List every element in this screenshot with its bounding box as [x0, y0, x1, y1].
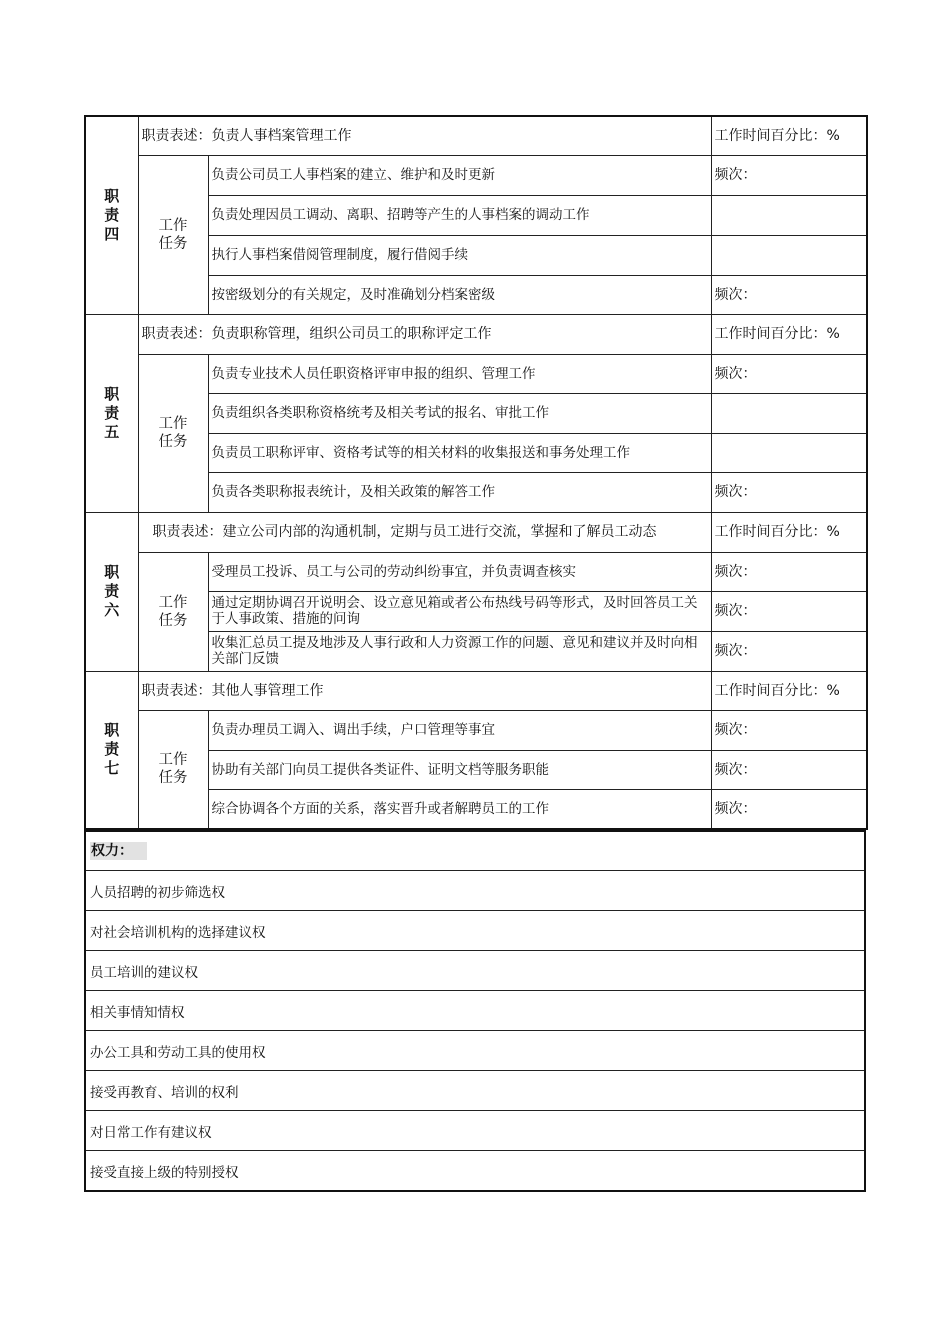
task-text: 收集汇总员工提及地涉及人事行政和人力资源工作的问题、意见和建议并及时向相关部门反馈	[208, 631, 711, 671]
task-frequency: 频次：	[711, 472, 867, 512]
duty-row	[85, 314, 867, 354]
task-frequency: 频次：	[711, 591, 867, 631]
power-item: 相关事情知情权	[85, 991, 865, 1031]
power-row	[85, 911, 865, 951]
task-text: 负责组织各类职称资格统考及相关考试的报名、审批工作	[208, 393, 711, 433]
power-item: 人员招聘的初步筛选权	[85, 871, 865, 911]
power-item: 接受直接上级的特别授权	[85, 1151, 865, 1192]
task-text: 负责员工职称评审、资格考试等的相关材料的收集报送和事务处理工作	[208, 433, 711, 472]
task-text: 通过定期协调召开说明会、设立意见箱或者公布热线号码等形式，及时回答员工关于人事政策、措施的问询	[208, 591, 711, 631]
duty-section-label: 职 责 五	[85, 314, 138, 512]
power-item: 对日常工作有建议权	[85, 1111, 865, 1151]
time-percentage: 工作时间百分比：%	[711, 314, 867, 354]
power-row	[85, 951, 865, 991]
power-item: 员工培训的建议权	[85, 951, 865, 991]
power-item: 对社会培训机构的选择建议权	[85, 911, 865, 951]
task-frequency	[711, 393, 867, 433]
task-text: 负责处理因员工调动、离职、招聘等产生的人事档案的调动工作	[208, 195, 711, 235]
task-frequency: 频次：	[711, 750, 867, 789]
duty-description: 职责表述：负责人事档案管理工作	[138, 116, 711, 155]
powers-table	[84, 830, 866, 1192]
power-item: 接受再教育、培训的权利	[85, 1071, 865, 1111]
duty-row	[85, 512, 867, 552]
task-text: 负责办理员工调入、调出手续，户口管理等事宜	[208, 710, 711, 750]
time-percentage: 工作时间百分比：%	[711, 671, 867, 710]
work-task-label: 工作 任务	[138, 354, 208, 512]
task-text: 负责专业技术人员任职资格评审申报的组织、管理工作	[208, 354, 711, 393]
task-frequency	[711, 235, 867, 275]
task-frequency: 频次：	[711, 354, 867, 393]
time-percentage: 工作时间百分比：%	[711, 116, 867, 155]
job-description-sheet	[84, 115, 866, 1192]
duty-section-label: 职 责 七	[85, 671, 138, 829]
power-item: 办公工具和劳动工具的使用权	[85, 1031, 865, 1071]
task-frequency	[711, 433, 867, 472]
duty-description: 职责表述：负责职称管理，组织公司员工的职称评定工作	[138, 314, 711, 354]
task-row	[85, 552, 867, 591]
work-task-label: 工作 任务	[138, 710, 208, 829]
task-row	[85, 155, 867, 195]
task-row	[85, 354, 867, 393]
power-row	[85, 1111, 865, 1151]
task-text: 协助有关部门向员工提供各类证件、证明文档等服务职能	[208, 750, 711, 789]
power-row	[85, 1151, 865, 1192]
task-frequency	[711, 195, 867, 235]
task-frequency: 频次：	[711, 552, 867, 591]
task-text: 负责公司员工人事档案的建立、维护和及时更新	[208, 155, 711, 195]
task-frequency: 频次：	[711, 275, 867, 314]
duty-section-label: 职 责 四	[85, 116, 138, 314]
task-frequency: 频次：	[711, 631, 867, 671]
task-frequency: 频次：	[711, 789, 867, 829]
task-row	[85, 710, 867, 750]
duty-description: 职责表述：建立公司内部的沟通机制，定期与员工进行交流，掌握和了解员工动态	[138, 512, 711, 552]
time-percentage: 工作时间百分比：%	[711, 512, 867, 552]
task-text: 综合协调各个方面的关系，落实晋升或者解聘员工的工作	[208, 789, 711, 829]
duty-row	[85, 116, 867, 155]
powers-heading-cell	[85, 831, 865, 871]
task-frequency: 频次：	[711, 710, 867, 750]
work-task-label: 工作 任务	[138, 155, 208, 314]
task-text: 按密级划分的有关规定，及时准确划分档案密级	[208, 275, 711, 314]
power-row	[85, 871, 865, 911]
task-text: 受理员工投诉、员工与公司的劳动纠纷事宜，并负责调查核实	[208, 552, 711, 591]
duty-row	[85, 671, 867, 710]
power-row	[85, 1071, 865, 1111]
power-row	[85, 1031, 865, 1071]
task-text: 负责各类职称报表统计，及相关政策的解答工作	[208, 472, 711, 512]
duties-table	[84, 115, 868, 830]
duty-description: 职责表述：其他人事管理工作	[138, 671, 711, 710]
powers-heading: 权力：	[90, 842, 147, 860]
task-frequency: 频次：	[711, 155, 867, 195]
work-task-label: 工作 任务	[138, 552, 208, 671]
power-row	[85, 991, 865, 1031]
powers-header-row	[85, 831, 865, 871]
duty-section-label: 职 责 六	[85, 512, 138, 671]
task-text: 执行人事档案借阅管理制度，履行借阅手续	[208, 235, 711, 275]
